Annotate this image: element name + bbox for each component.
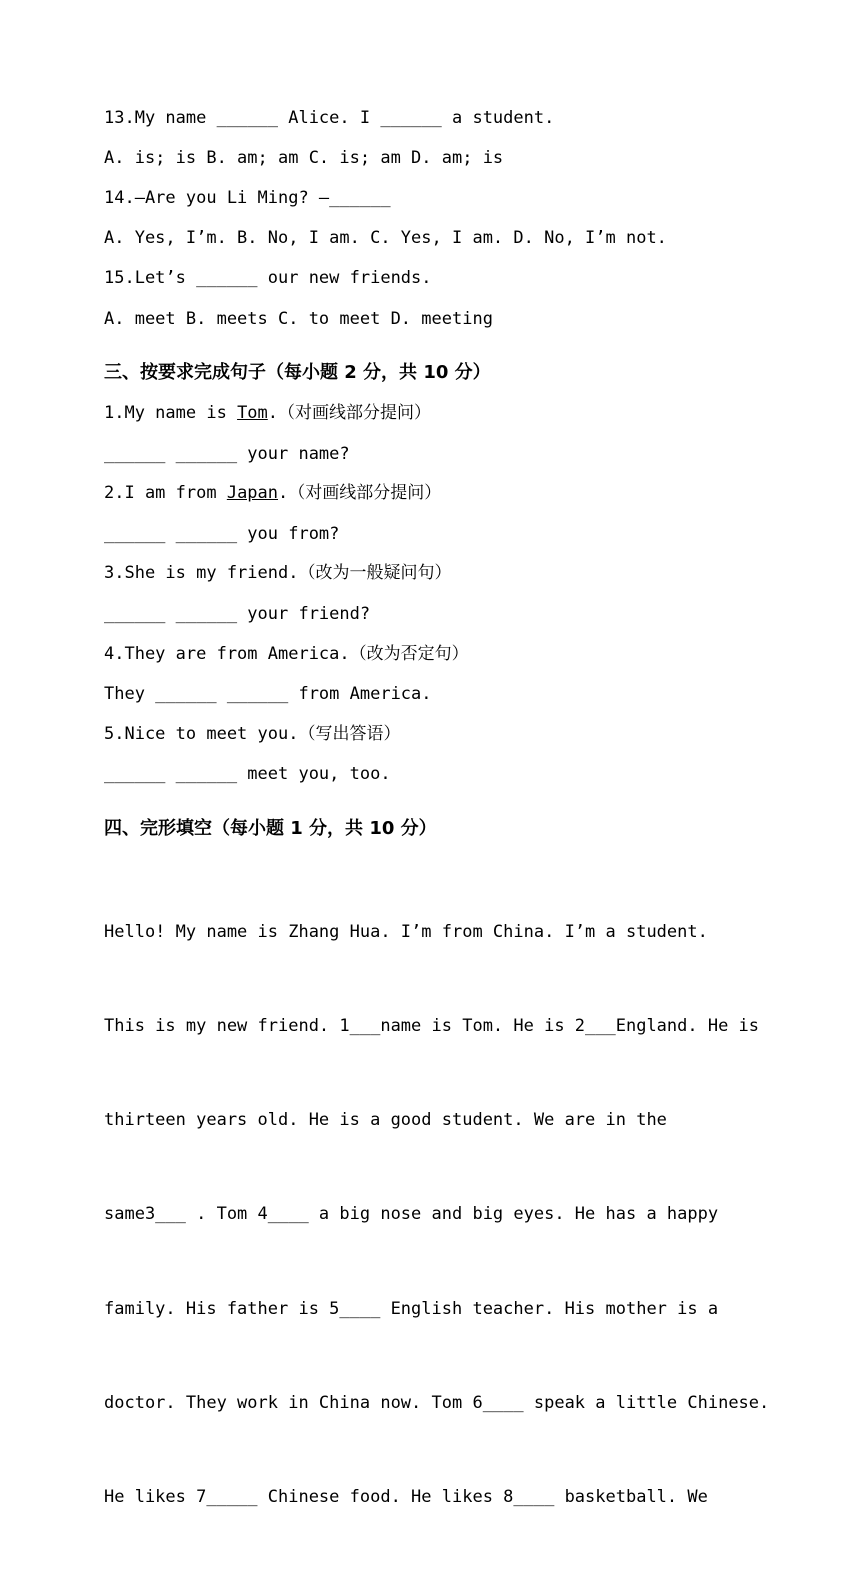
sentence-2-answer: ______ ______ you from? xyxy=(104,524,340,544)
sentence-2-prompt xyxy=(104,482,441,504)
cloze-line: This is my new friend. 1___name is Tom. He is 2___England. He is xyxy=(104,1016,760,1037)
cloze-line: Hello! My name is Zhang Hua. I’m from China. I’m a student. xyxy=(104,921,708,942)
sentence-2-instruction: .（对画线部分提问） xyxy=(278,483,442,503)
cloze-passage xyxy=(104,854,784,1576)
sentence-5-prompt: 5.Nice to meet you.（写出答语） xyxy=(104,724,401,744)
question-14: 14.—Are you Li Ming? —______ xyxy=(104,188,391,208)
sentence-1-underlined: Tom xyxy=(237,403,268,423)
section-3-heading: 三、按要求完成句子（每小题 2 分，共 10 分） xyxy=(104,362,491,383)
sentence-1-prompt xyxy=(104,402,431,424)
question-13-options: A. is; is B. am; am C. is; am D. am; is xyxy=(104,148,504,168)
sentence-1-pre: 1.My name is xyxy=(104,403,238,423)
sentence-4-answer: They ______ ______ from America. xyxy=(104,684,432,704)
cloze-line: same3___ . Tom 4____ a big nose and big eyes. He has a happy xyxy=(104,1204,719,1225)
question-13: 13.My name ______ Alice. I ______ a student. xyxy=(104,108,555,128)
cloze-line: family. His father is 5____ English teacher. His mother is a xyxy=(104,1298,719,1319)
cloze-line: thirteen years old. He is a good student. We are in the xyxy=(104,1110,667,1131)
sentence-3-answer: ______ ______ your friend? xyxy=(104,604,371,624)
sentence-3-prompt: 3.She is my friend.（改为一般疑问句） xyxy=(104,563,452,583)
sentence-1-instruction: .（对画线部分提问） xyxy=(267,403,432,423)
sentence-2-pre: 2.I am from xyxy=(104,483,227,503)
question-15: 15.Let’s ______ our new friends. xyxy=(104,268,432,288)
sentence-4-prompt: 4.They are from America.（改为否定句） xyxy=(104,644,469,664)
sentence-1-answer: ______ ______ your name? xyxy=(104,444,350,464)
cloze-line: He likes 7_____ Chinese food. He likes 8____ basketball. We xyxy=(104,1487,708,1508)
sentence-2-underlined: Japan xyxy=(226,483,279,503)
section-4-heading: 四、完形填空（每小题 1 分，共 10 分） xyxy=(104,818,437,839)
sentence-5-answer: ______ ______ meet you, too. xyxy=(104,764,391,784)
question-14-options: A. Yes, I’m. B. No, I am. C. Yes, I am. D. No, I’m not. xyxy=(104,228,667,248)
cloze-line: doctor. They work in China now. Tom 6____ speak a little Chinese. xyxy=(104,1392,770,1413)
question-15-options: A. meet B. meets C. to meet D. meeting xyxy=(104,309,493,329)
